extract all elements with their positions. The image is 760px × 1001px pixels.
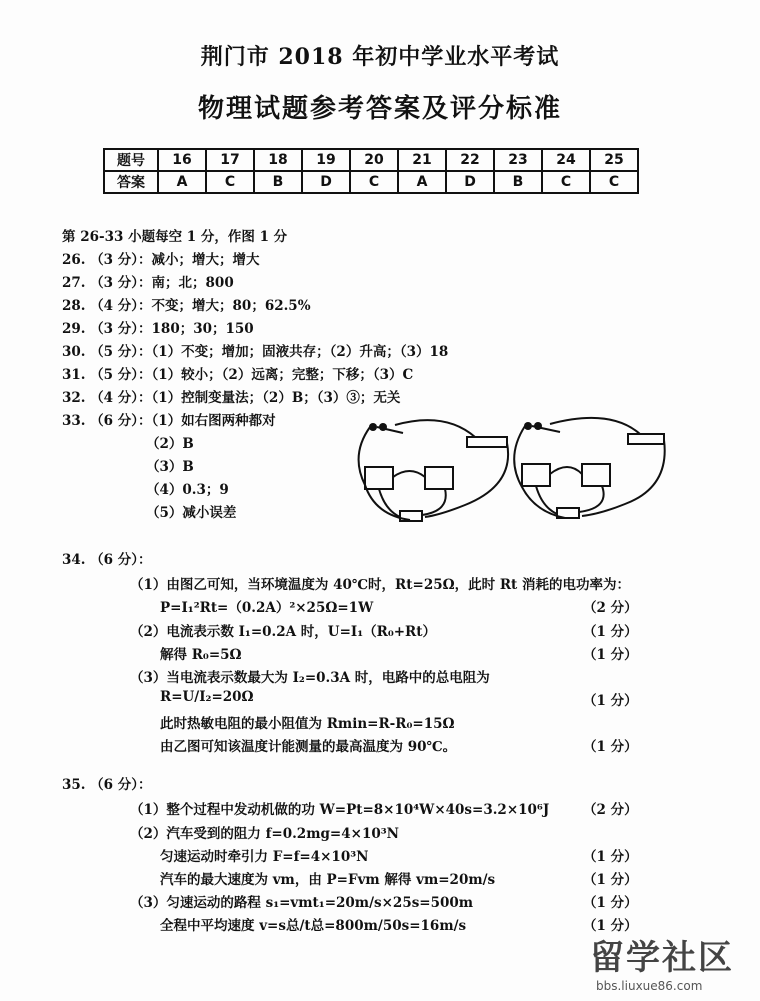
- solution-line: （3）匀速运动的路程 s₁=vmt₁=20m/s×25s=500m: [130, 895, 474, 911]
- watermark: [590, 930, 734, 993]
- score-label: （1 分）: [583, 624, 638, 640]
- score-label: （1 分）: [583, 849, 638, 865]
- question-number: 17: [206, 149, 254, 171]
- score-label: （1 分）: [583, 693, 638, 709]
- solution-line: P=I₁²Rt=（0.2A）²×25Ω=1W: [160, 600, 374, 616]
- question-heading: 35. （6 分）：: [62, 777, 152, 793]
- answer-row: [104, 171, 638, 193]
- solution-line: R=U/I₂=20Ω: [160, 689, 254, 705]
- solution-line: （2）电流表示数 I₁=0.2A 时，U=I₁（R₀+Rt）: [130, 624, 437, 640]
- watermark-url: bbs.liuxue86.com: [596, 979, 703, 993]
- answer-line: 28. （4 分）：不变；增大；80；62.5%: [62, 298, 311, 314]
- answer-table: [103, 148, 639, 194]
- section-intro: 第 26-33 小题每空 1 分，作图 1 分: [62, 229, 288, 245]
- score-label: （2 分）: [583, 600, 638, 616]
- score-label: （1 分）: [583, 739, 638, 755]
- answer-cell: B: [254, 171, 302, 193]
- question-number-row: [104, 149, 638, 171]
- answer-cell: A: [398, 171, 446, 193]
- answer-line: 27. （3 分）：南；北；800: [62, 275, 234, 291]
- answer-cell: D: [446, 171, 494, 193]
- solution-line: 此时热敏电阻的最小阻值为 Rmin=R-R₀=15Ω: [160, 716, 455, 732]
- solution-line: （1）由图乙可知，当环境温度为 40℃时，Rt=25Ω，此时 Rt 消耗的电功率为：: [130, 577, 630, 593]
- answer-cell: B: [494, 171, 542, 193]
- score-label: （1 分）: [583, 647, 638, 663]
- score-label: （1 分）: [583, 895, 638, 911]
- answer-line: 30. （5 分）：（1）不变；增加；固液共存；（2）升高；（3）18: [62, 344, 449, 360]
- watermark-logo: 留学社区: [590, 938, 734, 978]
- question-number: 16: [158, 149, 206, 171]
- solution-line: （3）当电流表示数最大为 I₂=0.3A 时，电路中的总电阻为: [130, 670, 490, 686]
- question-number: 25: [590, 149, 638, 171]
- score-label: （2 分）: [583, 802, 638, 818]
- answer-line: 26. （3 分）：减小；增大；增大: [62, 252, 260, 268]
- answer-subline: （5）减小误差: [146, 505, 237, 521]
- answer-cell: C: [542, 171, 590, 193]
- score-label: （1 分）: [583, 918, 638, 934]
- answer-line: 29. （3 分）：180；30；150: [62, 321, 254, 337]
- solution-line: （1）整个过程中发动机做的功 W=Pt=8×10⁴W×40s=3.2×10⁶J: [130, 802, 550, 818]
- solution-line: 解得 R₀=5Ω: [160, 647, 242, 663]
- answer-line: 32. （4 分）：（1）控制变量法；（2）B；（3）③；无关: [62, 390, 401, 406]
- answer-cell: D: [302, 171, 350, 193]
- question-number: 19: [302, 149, 350, 171]
- answer-cell: A: [158, 171, 206, 193]
- answer-line: 31. （5 分）：（1）较小；（2）远离；完整；下移；（3）C: [62, 367, 414, 383]
- circuit-diagram-left: [355, 415, 515, 530]
- question-number: 18: [254, 149, 302, 171]
- solution-line: （2）汽车受到的阻力 f=0.2mg=4×10³N: [130, 826, 399, 842]
- score-label: （1 分）: [583, 872, 638, 888]
- answer-line: 33. （6 分）：（1）如右图两种都对: [62, 413, 276, 429]
- answer-cell: C: [590, 171, 638, 193]
- question-number: 22: [446, 149, 494, 171]
- solution-line: 汽车的最大速度为 vm，由 P=Fvm 解得 vm=20m/s: [160, 872, 496, 888]
- answer-cell: C: [206, 171, 254, 193]
- page-title: 荆门市 2018 年初中学业水平考试: [200, 44, 560, 70]
- answer-subline: （4）0.3；9: [146, 482, 229, 498]
- question-heading: 34. （6 分）：: [62, 552, 152, 568]
- solution-line: 由乙图可知该温度计能测量的最高温度为 90℃。: [160, 739, 457, 755]
- answer-cell: C: [350, 171, 398, 193]
- answer-subline: （2）B: [146, 436, 194, 452]
- answer-subline: （3）B: [146, 459, 194, 475]
- page-subtitle: 物理试题参考答案及评分标准: [197, 94, 562, 124]
- solution-line: 匀速运动时牵引力 F=f=4×10³N: [160, 849, 369, 865]
- solution-line: 全程中平均速度 v=s总/t总=800m/50s=16m/s: [160, 918, 467, 934]
- row-label-answer: 答案: [104, 171, 158, 193]
- question-number: 24: [542, 149, 590, 171]
- row-label-number: 题号: [104, 149, 158, 171]
- question-number: 23: [494, 149, 542, 171]
- question-number: 20: [350, 149, 398, 171]
- question-number: 21: [398, 149, 446, 171]
- circuit-diagram-right: [510, 412, 670, 527]
